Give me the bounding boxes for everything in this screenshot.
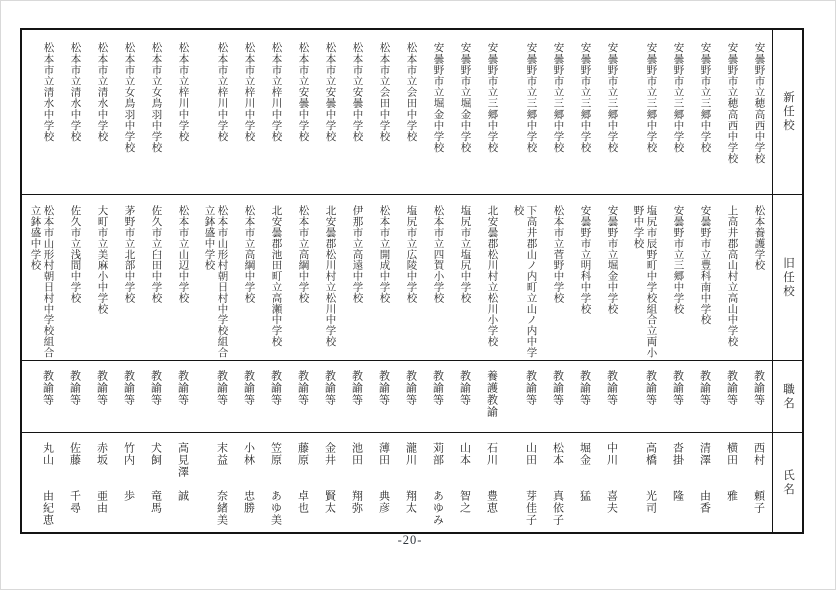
person-1-old_school: 松本養護学校 — [745, 194, 772, 360]
person-3-title: 教諭等 — [691, 360, 718, 432]
person-9-name: 山田 芽佳子 — [505, 432, 544, 532]
person-8-name: 松本 真依子 — [544, 432, 571, 532]
person-17-title: 教諭等 — [289, 360, 316, 432]
person-26-new_school: 松本市立清水中学校 — [42, 42, 54, 142]
person-11-new_school: 安曇野市立堀金中学校 — [459, 42, 471, 153]
person-11-name: 山本 智之 — [451, 432, 478, 532]
personnel-transfer-table — [20, 28, 804, 534]
person-6-old_school: 安曇野市立堀金中学校 — [598, 194, 625, 360]
person-13-old_school: 塩尻市立広陵中学校 — [397, 194, 424, 360]
person-8-new_school: 安曇野市立三郷中学校 — [552, 42, 564, 153]
person-15-title: 教諭等 — [343, 360, 370, 432]
person-17-name: 藤原 卓也 — [289, 432, 316, 532]
person-1-new_school: 安曇野市立穂高西中学校 — [753, 42, 765, 165]
person-4-name: 沓掛 隆 — [664, 432, 691, 532]
person-18-name: 笠原 あゆ美 — [262, 432, 289, 532]
person-14-new_school: 松本市立会田中学校 — [378, 42, 390, 142]
person-21-title: 教諭等 — [169, 360, 196, 432]
person-26-old_school: 松本市山形村朝日村中学校組合立鉢盛中学校 — [22, 194, 61, 360]
person-14-name: 薄田 典彦 — [370, 432, 397, 532]
person-10-new_school: 安曇野市立三郷中学校 — [486, 42, 498, 153]
person-20-name: 末益 奈緒美 — [196, 432, 235, 532]
person-21-old_school: 松本市立山辺中学校 — [169, 194, 196, 360]
person-18-new_school: 松本市立梓川中学校 — [270, 42, 282, 142]
person-25-title: 教諭等 — [61, 360, 88, 432]
person-7-new_school: 安曇野市立三郷中学校 — [579, 42, 591, 153]
person-6-new_school: 安曇野市立三郷中学校 — [606, 42, 618, 153]
person-17-old_school: 松本市立高綱中学校 — [289, 194, 316, 360]
person-4-new_school: 安曇野市立三郷中学校 — [672, 42, 684, 153]
person-24-old_school: 大町市立美麻小中学校 — [88, 194, 115, 360]
column-header-title: 職名 — [772, 360, 802, 432]
person-26-title: 教諭等 — [22, 360, 61, 432]
person-1-title: 教諭等 — [745, 360, 772, 432]
person-15-name: 池田 翔弥 — [343, 432, 370, 532]
person-7-name: 堀金 猛 — [571, 432, 598, 532]
person-14-old_school: 松本市立開成中学校 — [370, 194, 397, 360]
person-6-title: 教諭等 — [598, 360, 625, 432]
person-9-title: 教諭等 — [505, 360, 544, 432]
person-17-new_school: 松本市立安曇中学校 — [297, 42, 309, 142]
person-18-old_school: 北安曇郡池田町立高瀬中学校 — [262, 194, 289, 360]
person-24-name: 赤坂 亜由 — [88, 432, 115, 532]
person-15-new_school: 松本市立安曇中学校 — [351, 42, 363, 142]
person-9-new_school: 安曇野市立三郷中学校 — [525, 42, 537, 153]
person-9-old_school: 下高井郡山ノ内町立山ノ内中学校 — [505, 194, 544, 360]
person-8-title: 教諭等 — [544, 360, 571, 432]
person-16-title: 教諭等 — [316, 360, 343, 432]
person-21-new_school: 松本市立梓川中学校 — [177, 42, 189, 142]
person-12-new_school: 安曇野市立堀金中学校 — [432, 42, 444, 153]
person-8-old_school: 松本市立菅野中学校 — [544, 194, 571, 360]
person-16-new_school: 松本市立安曇中学校 — [324, 42, 336, 142]
column-header-name: 氏名 — [772, 432, 802, 532]
person-25-new_school: 松本市立清水中学校 — [69, 42, 81, 142]
person-2-title: 教諭等 — [718, 360, 745, 432]
person-22-old_school: 佐久市立臼田中学校 — [142, 194, 169, 360]
person-4-title: 教諭等 — [664, 360, 691, 432]
person-3-name: 清澤 由香 — [691, 432, 718, 532]
person-18-title: 教諭等 — [262, 360, 289, 432]
person-16-old_school: 北安曇郡松川村立松川中学校 — [316, 194, 343, 360]
person-11-old_school: 塩尻市立塩尻中学校 — [451, 194, 478, 360]
person-15-old_school: 伊那市立高遠中学校 — [343, 194, 370, 360]
person-3-new_school: 安曇野市立三郷中学校 — [699, 42, 711, 153]
person-20-title: 教諭等 — [196, 360, 235, 432]
person-3-old_school: 安曇野市立豊科南中学校 — [691, 194, 718, 360]
person-19-title: 教諭等 — [235, 360, 262, 432]
person-2-name: 横田 雅 — [718, 432, 745, 532]
person-12-title: 教諭等 — [424, 360, 451, 432]
person-25-old_school: 佐久市立浅間中学校 — [61, 194, 88, 360]
person-6-name: 中川 喜夫 — [598, 432, 625, 532]
person-23-title: 教諭等 — [115, 360, 142, 432]
person-5-name: 高橋 光司 — [625, 432, 664, 532]
person-10-name: 石川 豊恵 — [478, 432, 505, 532]
person-13-new_school: 松本市立会田中学校 — [405, 42, 417, 142]
person-10-title: 養護教諭 — [478, 360, 505, 432]
person-24-new_school: 松本市立清水中学校 — [96, 42, 108, 142]
person-5-old_school: 塩尻市辰野町中学校組合立両小野中学校 — [625, 194, 664, 360]
person-19-new_school: 松本市立梓川中学校 — [243, 42, 255, 142]
person-22-title: 教諭等 — [142, 360, 169, 432]
person-7-old_school: 安曇野市立明科中学校 — [571, 194, 598, 360]
person-2-new_school: 安曇野市立穂高西中学校 — [726, 42, 738, 165]
person-2-old_school: 上高井郡高山村立高山中学校 — [718, 194, 745, 360]
person-19-old_school: 松本市立高綱中学校 — [235, 194, 262, 360]
person-4-old_school: 安曇野市立三郷中学校 — [664, 194, 691, 360]
person-21-name: 高見澤 誠 — [169, 432, 196, 532]
person-22-name: 犬飼 竜馬 — [142, 432, 169, 532]
person-23-new_school: 松本市立女鳥羽中学校 — [123, 42, 135, 153]
person-13-title: 教諭等 — [397, 360, 424, 432]
person-7-title: 教諭等 — [571, 360, 598, 432]
person-11-title: 教諭等 — [451, 360, 478, 432]
person-19-name: 小林 忠勝 — [235, 432, 262, 532]
person-26-name: 丸山 由紀恵 — [22, 432, 61, 532]
person-12-name: 苅部 あゆみ — [424, 432, 451, 532]
person-14-title: 教諭等 — [370, 360, 397, 432]
person-10-old_school: 北安曇郡松川村立松川小学校 — [478, 194, 505, 360]
person-16-name: 金井 賢太 — [316, 432, 343, 532]
person-25-name: 佐藤 千尋 — [61, 432, 88, 532]
person-24-title: 教諭等 — [88, 360, 115, 432]
person-13-name: 瀧川 翔太 — [397, 432, 424, 532]
person-23-name: 竹内 歩 — [115, 432, 142, 532]
page-number: -20- — [397, 533, 423, 547]
person-22-new_school: 松本市立女鳥羽中学校 — [150, 42, 162, 153]
person-20-new_school: 松本市立梓川中学校 — [216, 42, 228, 142]
person-12-old_school: 松本市立四賀小学校 — [424, 194, 451, 360]
person-1-name: 西村 頼子 — [745, 432, 772, 532]
person-23-old_school: 茅野市立北部中学校 — [115, 194, 142, 360]
column-header-old_school: 旧任校 — [772, 194, 802, 360]
column-header-new_school: 新任校 — [772, 30, 802, 194]
person-5-title: 教諭等 — [625, 360, 664, 432]
person-20-old_school: 松本市山形村朝日村中学校組合立鉢盛中学校 — [196, 194, 235, 360]
person-5-new_school: 安曇野市立三郷中学校 — [645, 42, 657, 153]
